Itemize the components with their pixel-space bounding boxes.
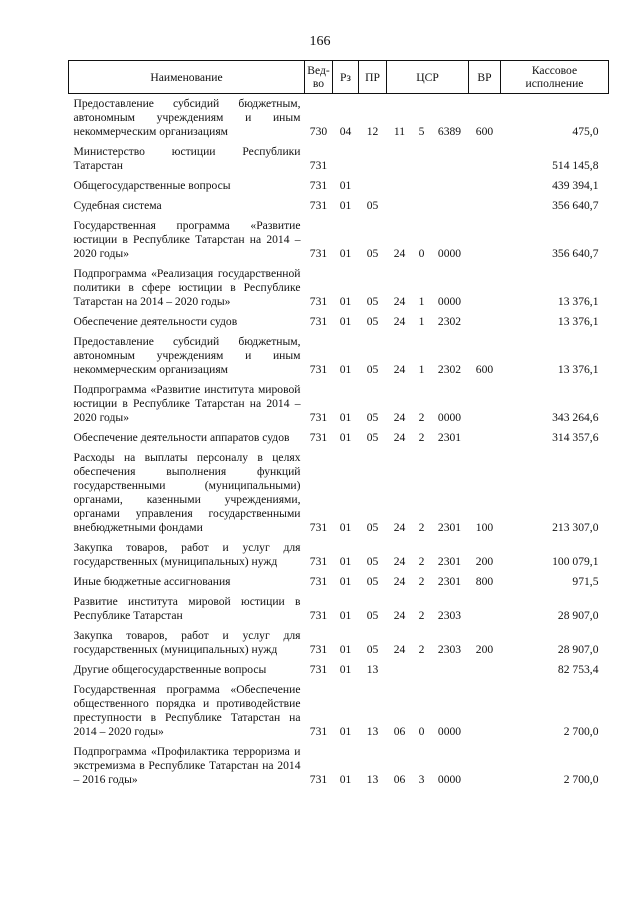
- row-vr: [469, 380, 501, 428]
- row-rz: 01: [339, 725, 352, 738]
- row-name: Государственная программа «Развитие юстиции в Республике Татарстан на 2014 – 2020 годы»: [73, 219, 301, 260]
- table-row: [69, 428, 609, 448]
- row-vr: 100: [475, 521, 494, 534]
- row-csr-subprogram: [413, 176, 431, 196]
- row-csr-item: 0000: [437, 725, 462, 738]
- row-csr-program: 24: [393, 411, 406, 424]
- row-amount: 28 907,0: [557, 609, 599, 622]
- row-ved: 731: [309, 725, 328, 738]
- row-ved: 731: [309, 411, 328, 424]
- header-amount: Кассовое исполнение: [501, 61, 609, 94]
- table-row: [69, 196, 609, 216]
- row-pr: 13: [366, 773, 379, 786]
- row-vr: 200: [475, 643, 494, 656]
- row-ved: 731: [309, 643, 328, 656]
- row-rz: 01: [339, 199, 352, 212]
- table-row: [69, 660, 609, 680]
- row-name: Обеспечение деятельности судов: [73, 315, 238, 328]
- row-csr-item: [431, 196, 469, 216]
- row-name: Министерство юстиции Республики Татарстан: [73, 145, 301, 172]
- row-vr: [469, 428, 501, 448]
- row-amount: 2 700,0: [563, 725, 599, 738]
- row-csr-program: 06: [393, 725, 406, 738]
- row-csr-subprogram: [413, 142, 431, 176]
- row-csr-program: 24: [393, 575, 406, 588]
- header-rz: Рз: [333, 61, 359, 94]
- row-csr-item: [431, 660, 469, 680]
- header-pr: ПР: [359, 61, 387, 94]
- row-pr: 05: [366, 247, 379, 260]
- row-ved: 731: [309, 773, 328, 786]
- row-pr: 05: [366, 199, 379, 212]
- row-csr-item: 2303: [437, 609, 462, 622]
- row-vr: [469, 176, 501, 196]
- row-ved: 731: [309, 521, 328, 534]
- row-csr-subprogram: 2: [418, 575, 425, 588]
- header-ved: Вед-во: [305, 61, 333, 94]
- row-csr-program: 06: [393, 773, 406, 786]
- row-rz: 01: [339, 575, 352, 588]
- row-vr: [469, 142, 501, 176]
- row-pr: 12: [366, 125, 379, 138]
- row-csr-item: 0000: [437, 773, 462, 786]
- row-ved: 731: [309, 315, 328, 328]
- row-vr: 200: [475, 555, 494, 568]
- row-pr: [359, 176, 387, 196]
- header-row: [69, 61, 609, 94]
- row-ved: 731: [309, 363, 328, 376]
- row-rz: 01: [339, 643, 352, 656]
- row-csr-item: 2303: [437, 643, 462, 656]
- row-amount: 475,0: [572, 125, 599, 138]
- row-csr-item: [431, 176, 469, 196]
- table-row: [69, 448, 609, 538]
- row-name: Предоставление субсидий бюджетным, автономным учреждениям и иным некоммерческим организациям: [73, 335, 301, 376]
- table-row: [69, 680, 609, 742]
- row-vr: [469, 680, 501, 742]
- row-csr-subprogram: 0: [418, 247, 425, 260]
- row-amount: 343 264,6: [552, 411, 599, 424]
- header-name: Наименование: [69, 61, 305, 94]
- row-name: Предоставление субсидий бюджетным, автономным учреждениям и иным некоммерческим организациям: [73, 97, 301, 138]
- table-row: [69, 538, 609, 572]
- row-csr-item: 0000: [437, 247, 462, 260]
- row-vr: 800: [475, 575, 494, 588]
- row-vr: [469, 312, 501, 332]
- row-rz: 01: [339, 773, 352, 786]
- row-amount: 13 376,1: [557, 315, 599, 328]
- row-name: Развитие института мировой юстиции в Республике Татарстан: [73, 595, 301, 622]
- row-csr-subprogram: 5: [418, 125, 425, 138]
- table-row: [69, 572, 609, 592]
- row-amount: 439 394,1: [552, 179, 599, 192]
- row-ved: 731: [309, 295, 328, 308]
- row-csr-program: 24: [393, 609, 406, 622]
- row-amount: 28 907,0: [557, 643, 599, 656]
- row-csr-program: 24: [393, 555, 406, 568]
- row-csr-item: 0000: [437, 411, 462, 424]
- row-csr-subprogram: 2: [418, 555, 425, 568]
- row-pr: 13: [366, 725, 379, 738]
- header-csr: ЦСР: [387, 61, 469, 94]
- row-csr-item: 2301: [437, 521, 462, 534]
- row-csr-subprogram: [413, 660, 431, 680]
- row-rz: 04: [339, 125, 352, 138]
- table-row: [69, 742, 609, 790]
- row-ved: 731: [309, 663, 328, 676]
- row-csr-item: 2302: [437, 315, 462, 328]
- row-csr-program: [387, 196, 413, 216]
- row-ved: 731: [309, 247, 328, 260]
- row-amount: 13 376,1: [557, 363, 599, 376]
- row-ved: 731: [309, 431, 328, 444]
- row-ved: 730: [309, 125, 328, 138]
- row-amount: 971,5: [572, 575, 599, 588]
- row-csr-program: 24: [393, 643, 406, 656]
- table-body: [69, 94, 609, 791]
- row-rz: 01: [339, 247, 352, 260]
- table-row: [69, 592, 609, 626]
- row-rz: 01: [339, 411, 352, 424]
- row-rz: 01: [339, 363, 352, 376]
- row-vr: [469, 196, 501, 216]
- row-amount: 100 079,1: [552, 555, 599, 568]
- row-csr-program: 24: [393, 431, 406, 444]
- row-name: Подпрограмма «Развитие института мировой юстиции в Республике Татарстан на 2014 – 2020 годы»: [73, 383, 301, 424]
- row-csr-program: 24: [393, 247, 406, 260]
- row-name: Судебная система: [73, 199, 162, 212]
- row-name: Подпрограмма «Реализация государственной политики в сфере юстиции в Республике Татарстан на 2014 – 2020 годы»: [73, 267, 301, 308]
- row-pr: 05: [366, 363, 379, 376]
- row-csr-subprogram: 1: [418, 295, 425, 308]
- row-csr-program: [387, 176, 413, 196]
- row-csr-item: 2301: [437, 431, 462, 444]
- row-amount: 13 376,1: [557, 295, 599, 308]
- table-row: [69, 94, 609, 143]
- page-number: 166: [309, 34, 331, 49]
- row-csr-program: 24: [393, 363, 406, 376]
- row-csr-subprogram: 2: [418, 521, 425, 534]
- row-csr-item: 0000: [437, 295, 462, 308]
- row-name: Государственная программа «Обеспечение общественного порядка и противодействие преступности в Республике Татарстан на 2014 – 2020 годы»: [73, 683, 301, 738]
- row-pr: 05: [366, 643, 379, 656]
- row-csr-program: [387, 660, 413, 680]
- row-ved: 731: [309, 575, 328, 588]
- budget-table: [68, 60, 609, 790]
- row-name: Закупка товаров, работ и услуг для государственных (муниципальных) нужд: [73, 629, 301, 656]
- row-csr-program: [387, 142, 413, 176]
- row-csr-subprogram: 3: [418, 773, 425, 786]
- row-name: Иные бюджетные ассигнования: [73, 575, 231, 588]
- row-amount: 356 640,7: [552, 199, 599, 212]
- row-vr: [469, 742, 501, 790]
- row-pr: 05: [366, 575, 379, 588]
- row-csr-item: 2302: [437, 363, 462, 376]
- row-amount: 314 357,6: [552, 431, 599, 444]
- row-name: Расходы на выплаты персоналу в целях обеспечения выполнения функций государственными (муниципальными) органами, казенными учреждениями, органами управления государственными внебюджетными фондами: [73, 451, 301, 534]
- row-vr: [469, 660, 501, 680]
- table-row: [69, 332, 609, 380]
- row-ved: 731: [309, 609, 328, 622]
- row-name: Обеспечение деятельности аппаратов судов: [73, 431, 290, 444]
- row-name: Закупка товаров, работ и услуг для государственных (муниципальных) нужд: [73, 541, 301, 568]
- row-csr-item: 2301: [437, 555, 462, 568]
- row-ved: 731: [309, 555, 328, 568]
- table-row: [69, 216, 609, 264]
- row-pr: 05: [366, 431, 379, 444]
- row-csr-program: 24: [393, 295, 406, 308]
- row-csr-item: 6389: [437, 125, 462, 138]
- table-row: [69, 380, 609, 428]
- table-row: [69, 176, 609, 196]
- row-csr-subprogram: 1: [418, 315, 425, 328]
- row-vr: [469, 216, 501, 264]
- row-csr-subprogram: 2: [418, 609, 425, 622]
- row-csr-subprogram: 2: [418, 431, 425, 444]
- row-vr: 600: [475, 125, 494, 138]
- row-csr-item: 2301: [437, 575, 462, 588]
- row-amount: 356 640,7: [552, 247, 599, 260]
- row-csr-subprogram: 1: [418, 363, 425, 376]
- row-pr: 05: [366, 411, 379, 424]
- row-pr: 05: [366, 295, 379, 308]
- row-rz: 01: [339, 521, 352, 534]
- row-pr: 05: [366, 609, 379, 622]
- table-row: [69, 626, 609, 660]
- table-row: [69, 142, 609, 176]
- row-amount: 514 145,8: [552, 159, 599, 172]
- row-csr-subprogram: 2: [418, 643, 425, 656]
- row-rz: 01: [339, 295, 352, 308]
- row-csr-item: [431, 142, 469, 176]
- row-vr: [469, 264, 501, 312]
- row-amount: 213 307,0: [552, 521, 599, 534]
- row-pr: 05: [366, 555, 379, 568]
- row-vr: [469, 592, 501, 626]
- row-ved: 731: [309, 199, 328, 212]
- row-pr: 05: [366, 315, 379, 328]
- row-csr-subprogram: 0: [418, 725, 425, 738]
- row-csr-program: 11: [393, 125, 406, 138]
- row-csr-program: 24: [393, 315, 406, 328]
- header-vr: ВР: [469, 61, 501, 94]
- row-rz: 01: [339, 555, 352, 568]
- row-name: Подпрограмма «Профилактика терроризма и экстремизма в Республике Татарстан на 2014 – 2016 годы»: [73, 745, 301, 786]
- row-pr: 13: [366, 663, 379, 676]
- row-csr-subprogram: [413, 196, 431, 216]
- row-csr-program: 24: [393, 521, 406, 534]
- row-rz: 01: [339, 315, 352, 328]
- row-rz: 01: [339, 431, 352, 444]
- row-amount: 2 700,0: [563, 773, 599, 786]
- row-csr-subprogram: 2: [418, 411, 425, 424]
- row-pr: 05: [366, 521, 379, 534]
- row-rz: 01: [339, 663, 352, 676]
- row-ved: 731: [309, 179, 328, 192]
- table-row: [69, 264, 609, 312]
- row-amount: 82 753,4: [557, 663, 599, 676]
- row-ved: 731: [309, 159, 328, 172]
- table-row: [69, 312, 609, 332]
- row-name: Другие общегосударственные вопросы: [73, 663, 267, 676]
- row-name: Общегосударственные вопросы: [73, 179, 231, 192]
- row-vr: 600: [475, 363, 494, 376]
- row-rz: 01: [339, 609, 352, 622]
- row-pr: [359, 142, 387, 176]
- row-rz: [333, 142, 359, 176]
- row-rz: 01: [339, 179, 352, 192]
